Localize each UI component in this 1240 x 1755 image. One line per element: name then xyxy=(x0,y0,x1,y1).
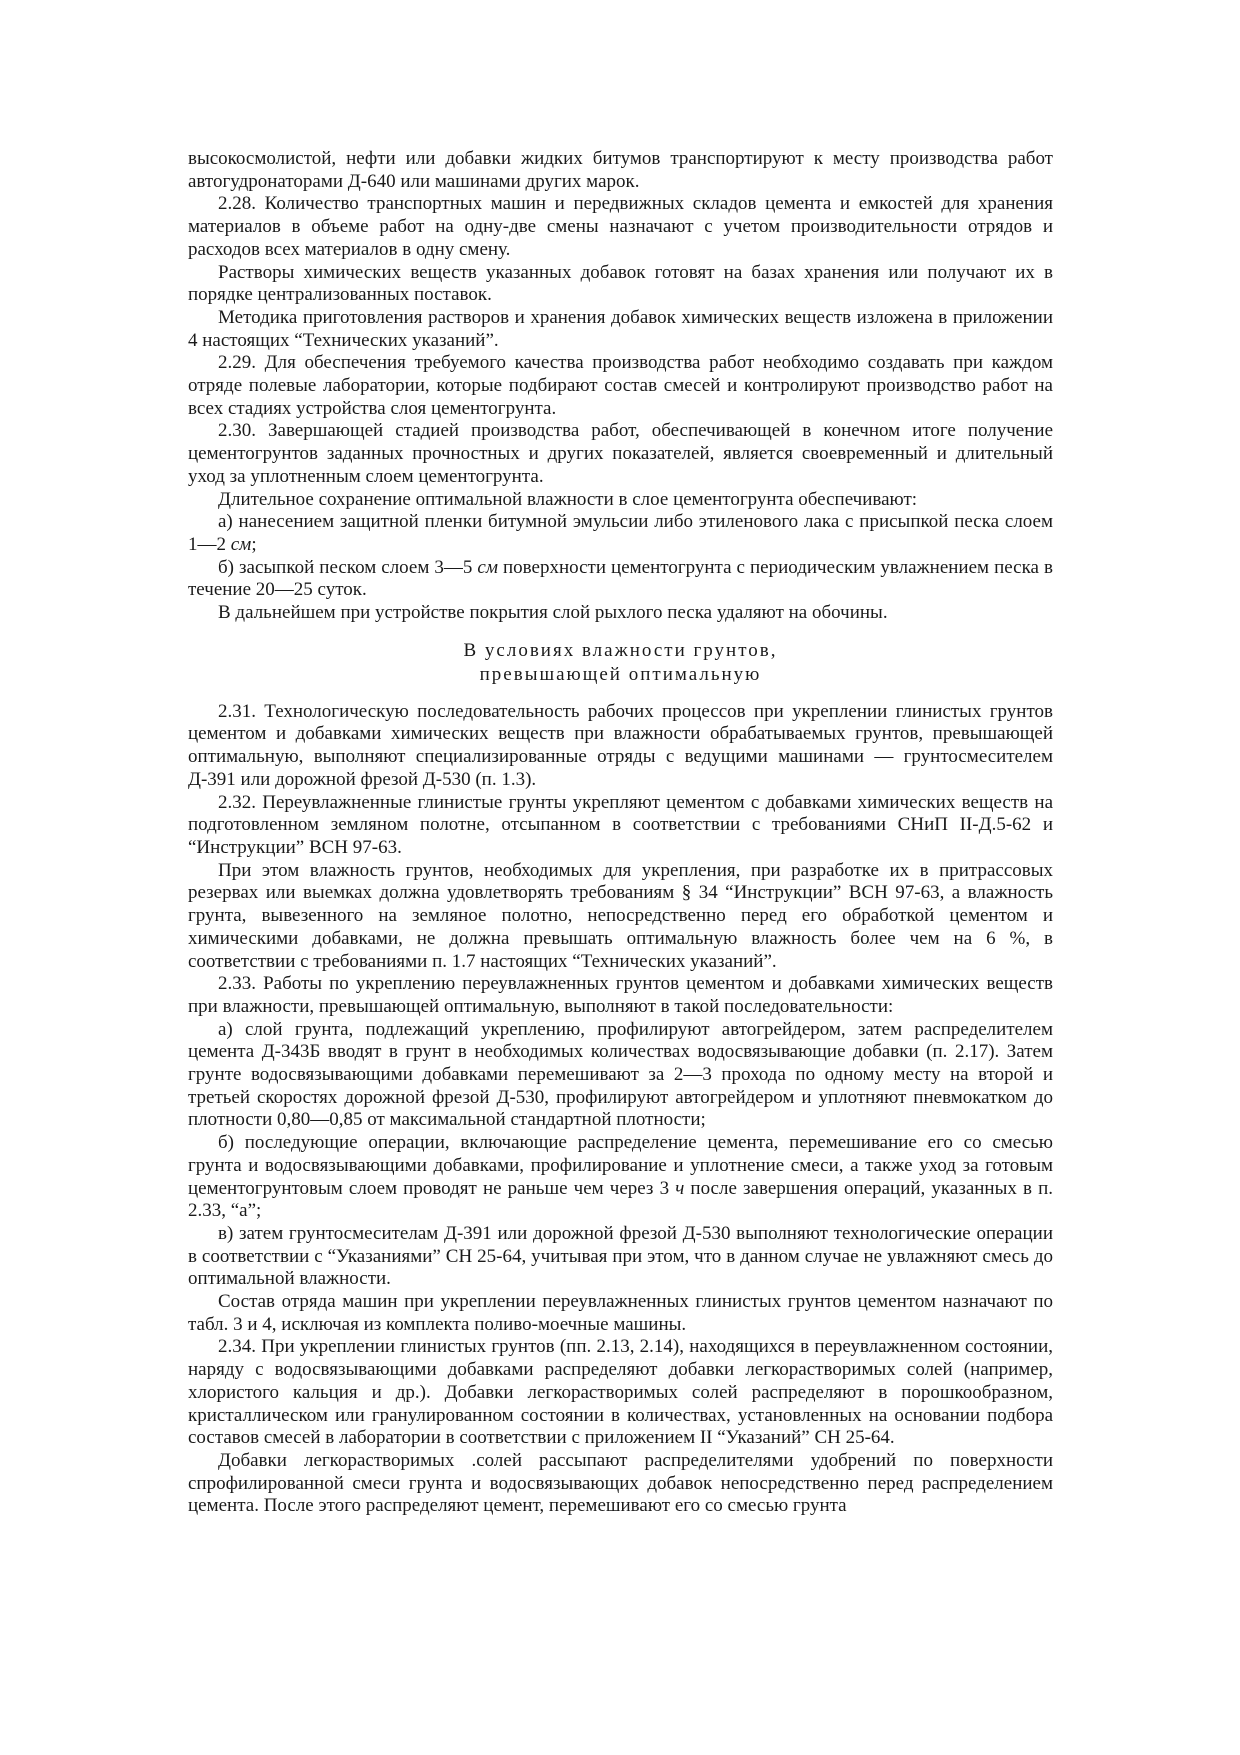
section-heading xyxy=(188,639,1053,687)
paragraph-2-32: 2.32. Переувлажненные глинистые грунты укрепляют цементом с добавками химических веществ на подготовленном земляном полотне, отсыпанном в соответствии с требованиями СНиП II-Д.5-62 и “Инструкции” ВСН 97-63. xyxy=(188,791,1053,858)
paragraph-2-28: 2.28. Количество транспортных машин и передвижных складов цемента и емкостей для хранения материалов в объеме работ на одну-две смены назначают с учетом производительности отрядов и расходов всех материалов в одну смену. xyxy=(188,193,1053,260)
paragraph-2-33-a: а) слой грунта, подлежащий укреплению, профилируют автогрейдером, затем распределителем цемента Д-343Б вводят в грунт в необходимых количествах водосвязывающие добавки (п. 2.17). Затем грунте водосвязывающими добавками перемешивают за 2—3 прохода по одному месту на второй и третьей скоростях дорожной фрезой Д-530, профилируют автогрейдером и уплотняют пневмокатком до плотности 0,80—0,85 от максимальной стандартной плотности; xyxy=(188,1018,1053,1131)
paragraph-2-30: 2.30. Завершающей стадией производства работ, обеспечивающей в конечном итоге получение цементогрунтов заданных прочностных и других показателей, является своевременный и длительный уход за уплотненным слоем цементогрунта. xyxy=(188,420,1053,487)
text-run: поверхности цементогрунта с периодическим увлажнением песка в течение 20—25 суток. xyxy=(188,556,1053,601)
paragraph-methodology: Методика приготовления растворов и хранения добавок химических веществ изложена в приложении 4 настоящих “Технических указаний”. xyxy=(188,306,1053,351)
unit-text: см xyxy=(230,533,252,555)
unit-text: см xyxy=(477,556,498,578)
text-run: ; xyxy=(251,533,257,555)
paragraph-2-33-v: в) затем грунтосмесителам Д-391 или дорожной фрезой Д-530 выполняют технологические операции в соответствии с “Указаниями” СН 25-64, учитывая при этом, что в данном случае не увлажняют смесь до оптимальной влажности. xyxy=(188,1222,1053,1290)
paragraph-2-31: 2.31. Технологическую последовательность рабочих процессов при укреплении глинистых грунтов цементом и добавками химических веществ при влажности обрабатываемых грунтов, превышающей оптимальную, выполняют специализированные отряды с ведущими машинами — грунтосмесителем Д-391 или дорожной фрезой Д-530 (п. 1.3). xyxy=(188,700,1053,790)
paragraph-team-composition: Состав отряда машин при укреплении переувлажненных глинистых грунтов цементом назначают по табл. 3 и 4, исключая из комплекта поливо-моечные машины. xyxy=(188,1291,1053,1335)
paragraph-2-29: 2.29. Для обеспечения требуемого качества производства работ необходимо создавать при каждом отряде полевые лаборатории, которые подбирают состав смесей и контролируют производство работ на всех стадиях устройства слоя цементогрунта. xyxy=(188,352,1053,419)
paragraph-2-33-b xyxy=(188,1132,1053,1223)
paragraph-continuation: высокосмолистой, нефти или добавки жидких битумов транспортируют к месту производства работ автогудронаторами Д-640 или машинами других марок. xyxy=(188,148,1053,192)
section-heading-line-1: В условиях влажности грунтов, xyxy=(463,639,778,661)
paragraph-item-b-sand xyxy=(188,557,1053,602)
paragraph-salts-spreading: Добавки легкорастворимых .солей рассыпают распределителями удобрений по поверхности спрофилированной смеси грунта и водосвязывающих добавок непосредственно перед распределением цемента. После этого распределяют цемент, перемешивают его со смесью грунта xyxy=(188,1449,1053,1517)
text-run: б) последующие операции, включающие распределение цемента, перемешивание его со смесью грунта и водосвязывающими добавками, профилирование и уплотнение смеси, а также уход за готовым цементогрунтовым слоем проводят не раньше чем через 3 xyxy=(188,1132,1053,1199)
section-heading-line-2: превышающей оптимальную xyxy=(479,663,762,685)
text-run: а) нанесением защитной пленки битумной эмульсии либо этиленового лака с присыпкой песка слоем 1—2 xyxy=(188,511,1053,555)
paragraph-solutions: Растворы химических веществ указанных добавок готовят на базах хранения или получают их в порядке централизованных поставок. xyxy=(188,261,1053,306)
text-run: б) засыпкой песком слоем 3—5 xyxy=(218,556,478,578)
paragraph-soil-moisture: При этом влажность грунтов, необходимых для укрепления, при разработке их в притрассовых резервах или выемках должна удовлетворять требованиям § 34 “Инструкции” ВСН 97-63, а влажность грунта, вывезенного на земляное полотно, непосредственно перед его обработкой цементом и химическими добавками, не должна превышать оптимальную влажность более чем на 6 %, в соответствии с требованиями п. 1.7 настоящих “Технических указаний”. xyxy=(188,859,1053,972)
document-page xyxy=(188,148,1053,1518)
paragraph-item-a-film xyxy=(188,511,1053,556)
paragraph-moisture-intro: Длительное сохранение оптимальной влажности в слое цементогрунта обеспечивают: xyxy=(218,488,918,510)
paragraph-2-33: 2.33. Работы по укреплению переувлажненных грунтов цементом и добавками химических веществ при влажности, превышающей оптимальную, выполняют в такой последовательности: xyxy=(188,973,1053,1017)
paragraph-sand-removal: В дальнейшем при устройстве покрытия слой рыхлого песка удаляют на обочины. xyxy=(218,602,888,624)
paragraph-2-34: 2.34. При укреплении глинистых грунтов (пп. 2.13, 2.14), находящихся в переувлажненном состоянии, наряду с водосвязывающими добавками распределяют добавки легкорастворимых солей (например, хлористого кальция и др.). Добавки легкорастворимых солей распределяют в порошкообразном, кристаллическом или гранулированном состоянии в количествах, установленных на основании подбора составов смесей в лаборатории в соответствии с приложением II “Указаний” СН 25-64. xyxy=(188,1336,1053,1449)
unit-text: ч xyxy=(675,1177,685,1199)
text-run: после завершения операций, указанных в п. 2.33, “а”; xyxy=(188,1177,1053,1222)
